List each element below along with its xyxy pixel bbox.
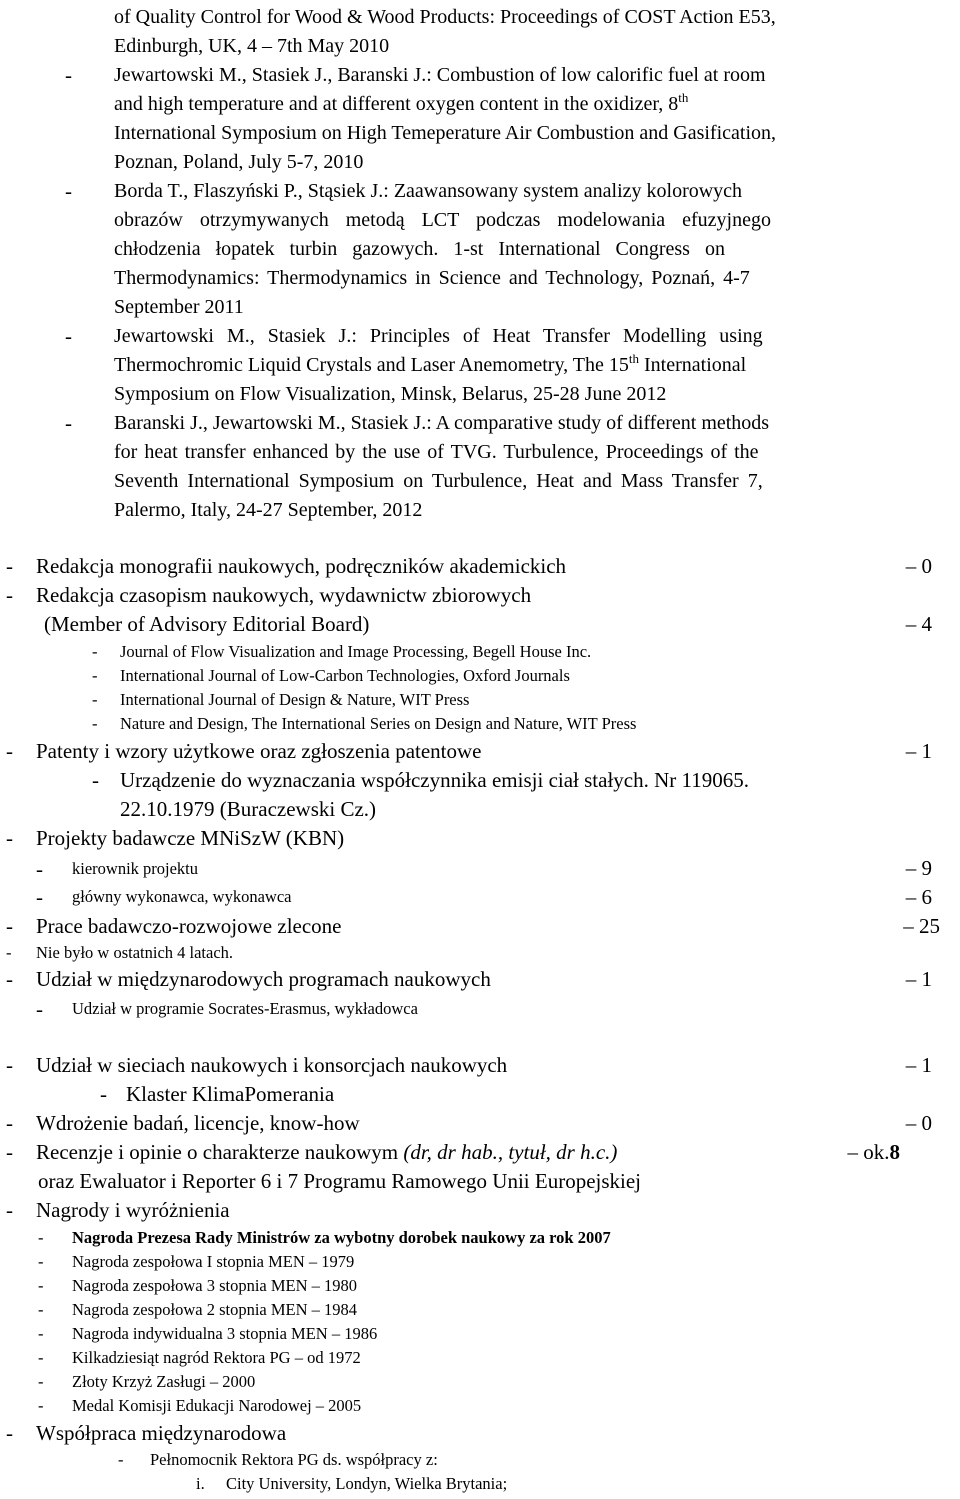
pub-0-line-2: Edinburgh, UK, 4 – 7th May 2010 — [114, 35, 390, 57]
pub-2-line-3: chłodzenia łopatek turbin gazowych. 1-st International Congress on — [114, 238, 725, 260]
award-item: Nagroda zespołowa 2 stopnia MEN – 1984 — [72, 1300, 358, 1319]
journal-item: International Journal of Low-Carbon Technologies, Oxford Journals — [120, 666, 570, 685]
prace-note: Nie było w ostatnich 4 latach. — [36, 943, 234, 962]
projekty-label: Projekty badawcze MNiSzW (KBN) — [36, 826, 345, 850]
patenty-count: – 1 — [905, 739, 932, 763]
pub-1-line-2: and high temperature and at different oxygen content in the oxidizer, 8th — [114, 90, 689, 115]
programy-note: Udział w programie Socrates-Erasmus, wykładowca — [72, 999, 418, 1018]
prace-note-dash: - — [6, 943, 12, 962]
sieci-count: – 1 — [905, 1053, 932, 1077]
pub-1-line-1: Jewartowski M., Stasiek J., Baranski J.: Combustion of low calorific fuel at room — [114, 64, 766, 86]
prace-label: Prace badawczo-rozwojowe zlecone — [36, 914, 342, 938]
pub-2-line-5: September 2011 — [114, 296, 244, 318]
journal-item: International Journal of Design & Nature, WIT Press — [120, 690, 470, 709]
patent-dash: - — [92, 768, 99, 792]
sieci-item-dash: - — [100, 1082, 107, 1106]
czasopisma-sub-label: (Member of Advisory Editorial Board) — [44, 612, 370, 636]
journal-dash: - — [92, 642, 98, 661]
pub-4-line-1: Baranski J., Jewartowski M., Stasiek J.: A comparative study of different methods — [114, 412, 770, 434]
pub-0-line-1: of Quality Control for Wood & Wood Products: Proceedings of COST Action E53, — [114, 6, 776, 28]
recenzje-label: Recenzje i opinie o charakterze naukowym (dr, dr hab., tytuł, dr h.c.) — [36, 1140, 618, 1164]
journal-dash: - — [92, 666, 98, 685]
recenzje-count: – ok.8 — [847, 1140, 900, 1164]
czasopisma-count: – 4 — [905, 612, 932, 636]
recenzje-dash: - — [6, 1140, 13, 1164]
award-item: Kilkadziesiąt nagród Rektora PG – od 1972 — [72, 1348, 361, 1367]
pub-2-line-1: Borda T., Flaszyński P., Stąsiek J.: Zaawansowany system analizy kolorowych — [114, 180, 743, 202]
pub-3-line-2: Thermochromic Liquid Crystals and Laser Anemometry, The 15th International — [114, 351, 747, 376]
pub-2-line-2: obrazów otrzymywanych metodą LCT podczas modelowania efuzyjnego — [114, 209, 771, 231]
journal-item: Journal of Flow Visualization and Image Processing, Begell House Inc. — [120, 642, 592, 661]
projekty-item-label: główny wykonawca, wykonawca — [72, 887, 292, 906]
projekty-item-count: – 9 — [905, 856, 932, 880]
journal-dash: - — [92, 690, 98, 709]
pub-4-line-2: for heat transfer enhanced by the use of TVG. Turbulence, Proceedings of the — [114, 441, 759, 463]
award-dash: - — [38, 1372, 44, 1391]
sieci-dash: - — [6, 1053, 13, 1077]
projekty-item-dash: - — [36, 857, 43, 881]
wdrozenie-count: – 0 — [905, 1111, 932, 1135]
award-dash: - — [38, 1276, 44, 1295]
wdrozenie-dash: - — [6, 1111, 13, 1135]
nagrody-dash: - — [6, 1198, 13, 1222]
sieci-label: Udział w sieciach naukowych i konsorcjach naukowych — [36, 1053, 508, 1077]
pub-2-dash: - — [65, 179, 72, 203]
award-item: Nagroda Prezesa Rady Ministrów za wybotny dorobek naukowy za rok 2007 — [72, 1228, 611, 1247]
pub-4-line-3: Seventh International Symposium on Turbulence, Heat and Mass Transfer 7, — [114, 470, 763, 492]
award-dash: - — [38, 1228, 44, 1247]
pub-3-line-1: Jewartowski M., Stasiek J.: Principles of Heat Transfer Modelling using — [114, 325, 763, 347]
pub-4-line-4: Palermo, Italy, 24-27 September, 2012 — [114, 499, 423, 521]
award-dash: - — [38, 1324, 44, 1343]
award-dash: - — [38, 1396, 44, 1415]
award-item: Nagroda zespołowa 3 stopnia MEN – 1980 — [72, 1276, 358, 1295]
programy-label: Udział w międzynarodowych programach naukowych — [36, 967, 491, 991]
wspolpraca-sub: Pełnomocnik Rektora PG ds. współpracy z: — [150, 1450, 438, 1469]
patenty-label: Patenty i wzory użytkowe oraz zgłoszenia patentowe — [36, 739, 482, 763]
patent-item-line-1: Urządzenie do wyznaczania współczynnika emisji ciał stałych. Nr 119065. — [120, 768, 749, 792]
prace-count: – 25 — [903, 914, 940, 938]
pub-1-line-4: Poznan, Poland, July 5-7, 2010 — [114, 151, 364, 173]
nagrody-label: Nagrody i wyróżnienia — [36, 1198, 230, 1222]
patenty-dash: - — [6, 739, 13, 763]
pub-3-line-3: Symposium on Flow Visualization, Minsk, Belarus, 25-28 June 2012 — [114, 383, 667, 405]
czasopisma-dash: - — [6, 583, 13, 607]
programy-note-dash: - — [36, 997, 43, 1021]
czasopisma-label: Redakcja czasopism naukowych, wydawnictw zbiorowych — [36, 583, 532, 607]
award-dash: - — [38, 1300, 44, 1319]
wdrozenie-label: Wdrożenie badań, licencje, know-how — [36, 1111, 360, 1135]
projekty-item-count: – 6 — [905, 885, 932, 909]
patent-item-line-2: 22.10.1979 (Buraczewski Cz.) — [120, 797, 377, 821]
sieci-item: Klaster KlimaPomerania — [126, 1082, 335, 1106]
monografie-label: Redakcja monografii naukowych, podręczników akademickich — [36, 554, 567, 578]
award-item: Nagroda indywidualna 3 stopnia MEN – 1986 — [72, 1324, 378, 1343]
wspolpraca-dash: - — [6, 1421, 13, 1445]
monografie-dash: - — [6, 554, 13, 578]
award-item: Złoty Krzyż Zasługi – 2000 — [72, 1372, 256, 1391]
recenzje-line-2: oraz Ewaluator i Reporter 6 i 7 Programu Ramowego Unii Europejskiej — [38, 1169, 642, 1193]
award-dash: - — [38, 1348, 44, 1367]
award-item: Medal Komisji Edukacji Narodowej – 2005 — [72, 1396, 362, 1415]
projekty-dash: - — [6, 826, 13, 850]
programy-count: – 1 — [905, 967, 932, 991]
monografie-count: – 0 — [905, 554, 932, 578]
pub-2-line-4: Thermodynamics: Thermodynamics in Science and Technology, Poznań, 4-7 — [114, 267, 750, 289]
wspolpraca-label: Współpraca międzynarodowa — [36, 1421, 287, 1445]
projekty-item-label: kierownik projektu — [72, 859, 199, 878]
prace-dash: - — [6, 914, 13, 938]
projekty-item-dash: - — [36, 885, 43, 909]
programy-dash: - — [6, 967, 13, 991]
journal-item: Nature and Design, The International Series on Design and Nature, WIT Press — [120, 714, 637, 733]
pub-4-dash: - — [65, 411, 72, 435]
wspolpraca-sub-item-num: i. — [196, 1474, 205, 1493]
journal-dash: - — [92, 714, 98, 733]
award-dash: - — [38, 1252, 44, 1271]
pub-1-dash: - — [65, 63, 72, 87]
wspolpraca-sub-item: City University, Londyn, Wielka Brytania; — [226, 1474, 508, 1493]
award-item: Nagroda zespołowa I stopnia MEN – 1979 — [72, 1252, 355, 1271]
wspolpraca-sub-dash: - — [118, 1450, 124, 1469]
pub-3-dash: - — [65, 324, 72, 348]
pub-1-line-3: International Symposium on High Temeperature Air Combustion and Gasification, — [114, 122, 777, 144]
